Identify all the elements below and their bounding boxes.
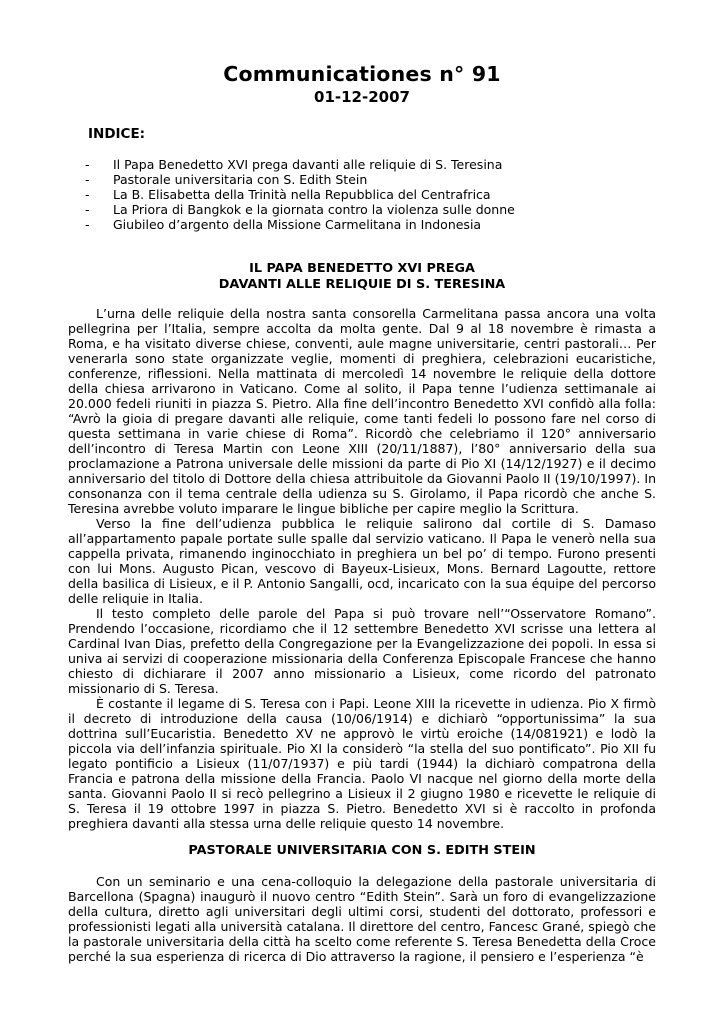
document-title: Communicationes n° 91: [223, 62, 501, 86]
index-item: [68, 217, 656, 232]
section-heading-line: PASTORALE UNIVERSITARIA CON S. EDITH STEIN: [188, 843, 536, 859]
index-item-label: Pastorale universitaria con S. Edith Stein: [113, 172, 368, 188]
index-item: [68, 157, 656, 172]
index-item-label: La Priora di Bangkok e la giornata contro la violenza sulle donne: [113, 202, 515, 218]
section-heading-line: IL PAPA BENEDETTO XVI PREGA: [249, 261, 475, 277]
paragraph: Con un seminario e una cena-colloquio la delegazione della pastorale universitaria di Barcellona (Spagna) inaugurò il nuovo centro “Edith Stein”. Sarà un foro di evangelizzazione della cultura, diretto agli universitari degli ultimi corsi, studenti del dottorato, professori e professionisti legati alla università catalana. Il direttore del centro, Fancesc Grané, spiegò che la pastorale universitaria della città ha scelto come referente S. Teresa Benedetta della Croce perché la sua esperienza di ricerca di Dio attraverso la ragione, il pensiero e l’esperienza “è: [68, 873, 656, 964]
section-body-papa-prega: [68, 306, 656, 831]
index-label: INDICE:: [88, 126, 146, 142]
index-bullet: -: [85, 217, 90, 233]
index-item: [68, 187, 656, 202]
index-item-label: Giubileo d’argento della Missione Carmelitana in Indonesia: [113, 217, 482, 233]
index-bullet: -: [85, 202, 90, 218]
index-item: [68, 172, 656, 187]
paragraph: L’urna delle reliquie della nostra santa consorella Carmelitana passa ancora una volta pellegrina per l’Italia, sempre accolta da molta gente. Dal 9 al 18 novembre è rimasta a Roma, e ha visitato diverse chiese, conventi, aule magne universitarie, centri pastorali… Per venerarla sono state organizzate veglie, momenti di preghiera, celebrazioni eucaristiche, conferenze, riflessioni. Nella mattinata di mercoledì 14 novembre le reliquie della dottore della chiesa arrivarono in Vaticano. Come al solito, il Papa tenne l’udienza settimanale ai 20.000 fedeli riuniti in piazza S. Pietro. Alla fine dell’incontro Benedetto XVI confidò alla folla: “Avrò la gioia di pregare davanti alle reliquie, come tanti fedeli lo possono fare nel corso di questa settimana in varie chiese di Roma”. Ricordò che celebriamo il 120° anniversario dell’incontro di Teresa Martin con Leone XIII (20/11/1887), l’80° anniversario della sua proclamazione a Patrona universale delle missioni da parte di Pio XI (14/12/1927) e il decimo anniversario del titolo di Dottore della chiesa attribuitole da Giovanni Paolo II (19/10/1997). In consonanza con il tema centrale della udienza su S. Girolamo, il Papa ricordò che anche S. Teresina avrebbe voluto imparare le lingue bibliche per capire meglio la Scrittura.: [68, 306, 656, 517]
index-list: [68, 157, 656, 232]
index-bullet: -: [85, 157, 90, 172]
paragraph: Verso la fine dell’udienza pubblica le reliquie salirono dal cortile di S. Damaso all’appartamento papale portate sulle spalle dal servizio vaticano. Il Papa le venerò nella sua cappella privata, rimanendo inginocchiato in preghiera un bel po’ di tempo. Furono presenti con lui Mons. Augusto Pican, vescovo di Bayeux-Lisieux, Mons. Bernard Lagoutte, rettore della basilica di Lisieux, e il P. Antonio Sangalli, ocd, incaricato con la sua équipe del percorso delle reliquie in Italia.: [68, 516, 656, 607]
section-heading-line: DAVANTI ALLE RELIQUIE DI S. TERESINA: [218, 276, 506, 292]
document-date: 01-12-2007: [314, 88, 410, 106]
index-item-label: Il Papa Benedetto XVI prega davanti alle reliquie di S. Teresina: [113, 157, 503, 172]
section-heading-papa-prega: [68, 261, 656, 292]
section-heading-pastorale-universitaria: [68, 843, 656, 859]
paragraph: Il testo completo delle parole del Papa si può trovare nell’“Osservatore Romano”. Prendendo l’occasione, ricordiamo che il 12 settembre Benedetto XVI scrisse una lettera al Cardinal Ivan Dias, prefetto della Congregazione per la Evangelizzazione dei popoli. In essa si univa ai servizi di cooperazione missionaria della Conferenza Episcopale Francese che hanno chiesto di dichiarare il 2007 anno missionario a Lisieux, come ricordo del patronato missionario di S. Teresa.: [68, 606, 656, 697]
paragraph: È costante il legame di S. Teresa con i Papi. Leone XIII la ricevette in udienza. Pio X firmò il decreto di introduzione della causa (10/06/1914) e dichiarò “opportunissima” la sua dottrina sull’Eucaristia. Benedetto XV ne approvò le virtù eroiche (14/081921) e lodò la piccola via dell’infanzia spirituale. Pio XI la considerò “la stella del suo pontificato”. Pio XII fu legato pontificio a Lisieux (11/07/1937) e più tardi (1944) la dichiarò compatrona della Francia e patrona della missione della Francia. Paolo VI nacque nel giorno della morte della santa. Giovanni Paolo II si recò pellegrino a Lisieux il 2 giugno 1980 e ricevette le reliquie di S. Teresa il 19 ottobre 1997 in piazza S. Pietro. Benedetto XVI si è raccolto in profonda preghiera davanti alla stessa urna delle reliquie questo 14 novembre.: [68, 696, 656, 832]
index-item-label: La B. Elisabetta della Trinità nella Repubblica del Centrafrica: [113, 187, 491, 203]
index-item: [68, 202, 656, 217]
index-bullet: -: [85, 172, 90, 188]
index-bullet: -: [85, 187, 90, 203]
section-body-pastorale-universitaria: [68, 874, 656, 964]
